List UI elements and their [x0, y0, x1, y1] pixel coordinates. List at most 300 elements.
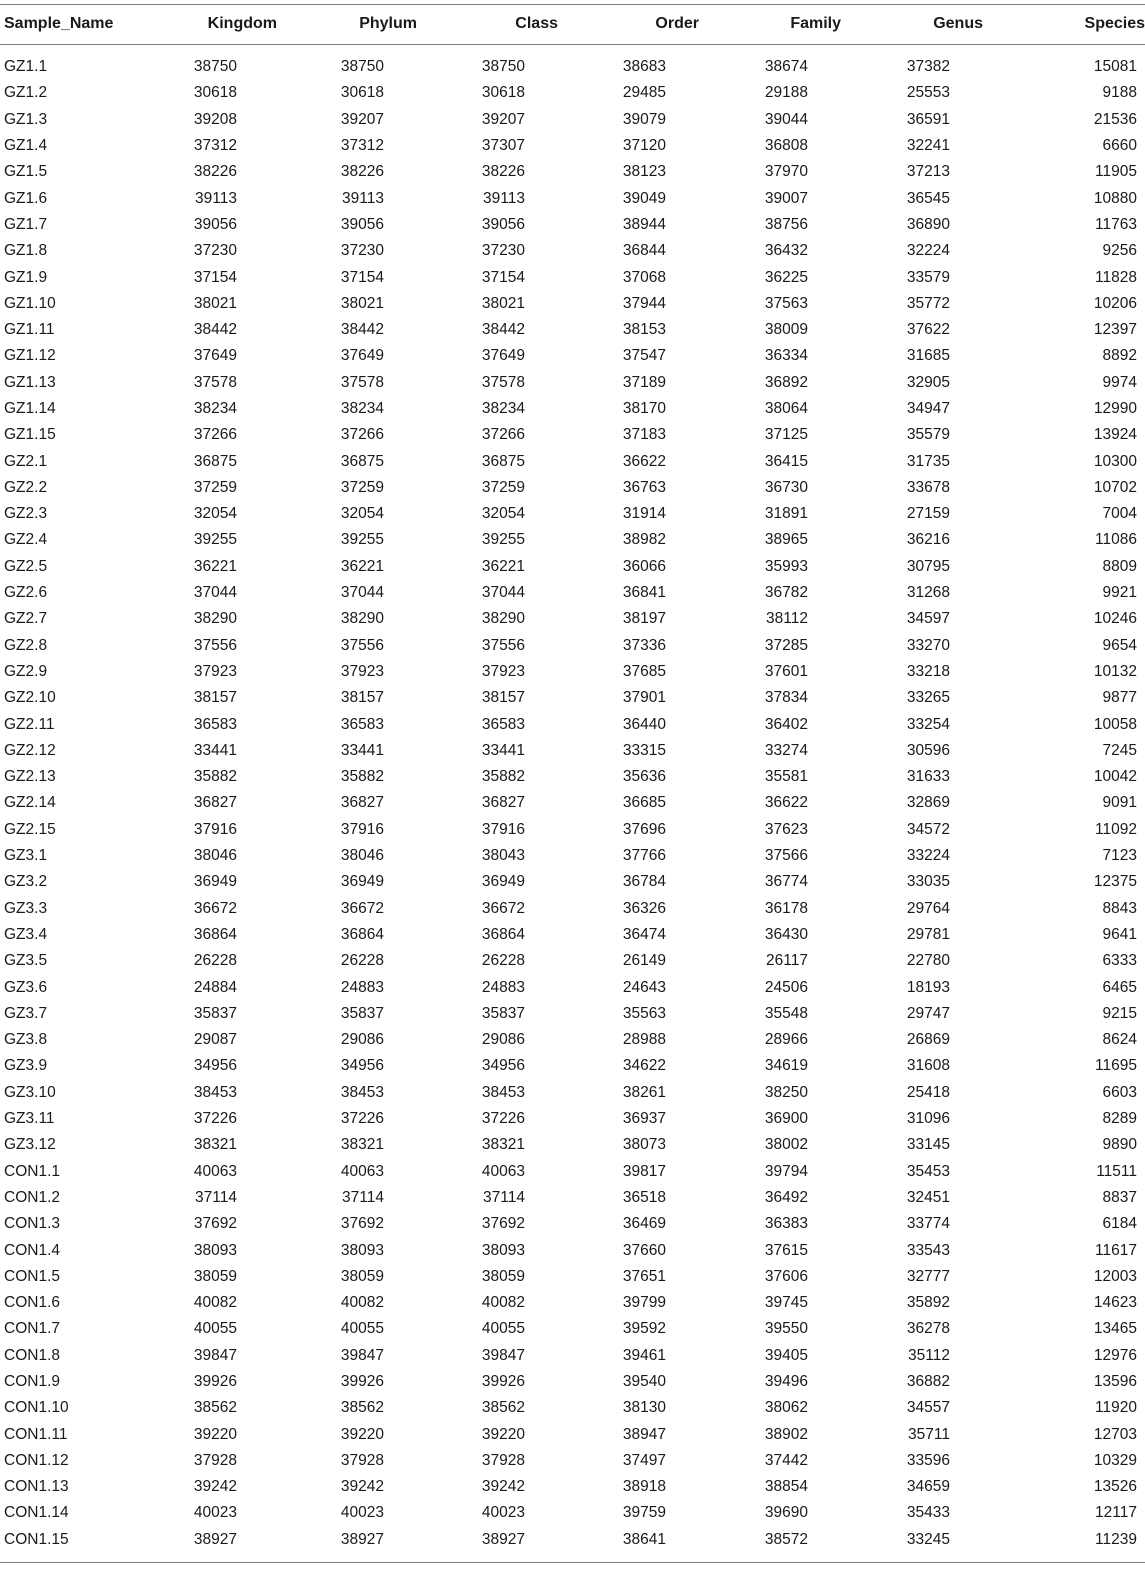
cell-species: 9890	[1102, 1136, 1137, 1154]
cell-class: 37556	[481, 636, 525, 654]
cell-kingdom: 38927	[193, 1530, 237, 1548]
cell-sample-name: GZ1.11	[4, 321, 55, 339]
cell-kingdom: 39255	[193, 531, 237, 549]
cell-sample-name: GZ2.9	[4, 662, 48, 680]
table-row	[0, 1474, 1145, 1500]
cell-species: 9091	[1102, 794, 1137, 812]
cell-phylum: 38021	[340, 294, 384, 312]
cell-sample-name: CON1.6	[4, 1294, 60, 1312]
cell-phylum: 40063	[340, 1162, 384, 1180]
cell-class: 38234	[481, 400, 525, 417]
cell-phylum: 36949	[340, 873, 384, 891]
cell-class: 29086	[481, 1031, 525, 1049]
cell-species: 10042	[1093, 768, 1137, 786]
cell-phylum: 26228	[340, 952, 384, 970]
cell-family: 36622	[764, 794, 808, 812]
cell-kingdom: 39208	[193, 110, 237, 128]
cell-family: 24506	[764, 978, 808, 996]
table-row	[0, 869, 1145, 895]
cell-class: 32054	[481, 505, 525, 523]
cell-kingdom: 36827	[193, 794, 237, 812]
cell-genus: 33678	[906, 478, 950, 496]
cell-order: 39799	[622, 1294, 666, 1312]
cell-family: 36334	[764, 347, 808, 365]
cell-order: 33315	[622, 741, 666, 759]
cell-sample-name: CON1.4	[4, 1241, 60, 1259]
table-row	[0, 317, 1145, 343]
cell-order: 38683	[622, 58, 666, 76]
cell-species: 9974	[1102, 373, 1137, 391]
cell-phylum: 37578	[340, 373, 384, 391]
cell-sample-name: GZ2.3	[4, 505, 48, 523]
cell-species: 6465	[1102, 978, 1137, 996]
cell-phylum: 36875	[340, 452, 384, 470]
table-row	[0, 1264, 1145, 1290]
table-row	[0, 1395, 1145, 1421]
cell-species: 6603	[1102, 1083, 1137, 1101]
cell-species: 8837	[1102, 1188, 1137, 1206]
cell-order: 37068	[622, 268, 666, 286]
cell-order: 38197	[622, 610, 666, 628]
cell-sample-name: GZ2.5	[4, 557, 48, 575]
table-row	[0, 1527, 1145, 1553]
table-row	[0, 1158, 1145, 1184]
cell-family: 39745	[764, 1294, 808, 1312]
cell-kingdom: 38059	[193, 1267, 237, 1285]
header-genus: Genus	[933, 15, 983, 32]
cell-order: 36841	[622, 584, 666, 602]
cell-species: 12397	[1093, 321, 1137, 339]
cell-kingdom: 36875	[193, 452, 237, 470]
cell-class: 37154	[481, 268, 525, 286]
table-row	[0, 554, 1145, 580]
cell-class: 36583	[481, 715, 525, 733]
table-row	[0, 606, 1145, 632]
cell-species: 10246	[1093, 610, 1137, 628]
cell-order: 37497	[622, 1451, 666, 1469]
cell-species: 9215	[1102, 1004, 1137, 1022]
cell-phylum: 37916	[340, 820, 384, 838]
cell-genus: 31608	[906, 1057, 950, 1075]
cell-class: 39113	[483, 189, 525, 207]
table-row	[0, 817, 1145, 843]
cell-kingdom: 29087	[193, 1031, 237, 1049]
cell-kingdom: 32054	[193, 505, 237, 523]
cell-genus: 36882	[906, 1372, 950, 1390]
cell-genus: 31633	[906, 768, 950, 786]
cell-sample-name: GZ3.3	[4, 899, 48, 917]
cell-genus: 29764	[906, 899, 950, 917]
cell-order: 38073	[622, 1136, 666, 1154]
cell-order: 38261	[622, 1083, 666, 1101]
cell-kingdom: 39242	[193, 1478, 237, 1496]
cell-class: 37226	[481, 1110, 525, 1128]
table-row	[0, 343, 1145, 369]
cell-order: 38947	[622, 1425, 666, 1443]
cell-phylum: 37312	[340, 137, 384, 155]
cell-class: 36875	[481, 452, 525, 470]
cell-order: 38918	[622, 1478, 666, 1496]
cell-family: 38250	[764, 1083, 808, 1101]
cell-family: 36730	[764, 478, 808, 496]
cell-phylum: 36827	[340, 794, 384, 812]
cell-family: 35993	[764, 557, 808, 575]
cell-family: 37970	[764, 163, 808, 181]
cell-phylum: 37259	[340, 478, 384, 496]
cell-species: 11920	[1095, 1399, 1137, 1417]
cell-class: 30618	[481, 84, 525, 102]
cell-class: 37259	[481, 478, 525, 496]
cell-sample-name: CON1.14	[4, 1504, 69, 1522]
cell-genus: 32869	[906, 794, 950, 812]
cell-kingdom: 38750	[193, 58, 237, 76]
cell-genus: 34557	[906, 1399, 950, 1417]
cell-family: 38854	[764, 1478, 808, 1496]
cell-species: 11086	[1095, 531, 1137, 549]
table-row	[0, 1316, 1145, 1342]
cell-family: 39007	[764, 189, 808, 207]
cell-kingdom: 40023	[193, 1504, 237, 1522]
cell-species: 11763	[1095, 215, 1137, 233]
cell-family: 38009	[764, 321, 808, 339]
cell-phylum: 37556	[340, 636, 384, 654]
cell-kingdom: 37556	[193, 636, 237, 654]
cell-order: 29485	[622, 84, 666, 102]
cell-phylum: 29086	[340, 1031, 384, 1049]
cell-order: 38170	[622, 400, 666, 417]
cell-kingdom: 38046	[193, 847, 237, 865]
cell-species: 21536	[1093, 110, 1137, 128]
cell-genus: 32224	[906, 242, 950, 260]
cell-order: 38130	[622, 1399, 666, 1417]
cell-order: 39049	[622, 189, 666, 207]
cell-genus: 29781	[906, 925, 950, 943]
cell-sample-name: GZ3.7	[4, 1004, 48, 1022]
cell-genus: 29747	[906, 1004, 950, 1022]
cell-order: 36440	[622, 715, 666, 733]
cell-genus: 31735	[906, 452, 950, 470]
cell-kingdom: 37916	[193, 820, 237, 838]
cell-family: 38572	[764, 1530, 808, 1548]
cell-phylum: 30618	[340, 84, 384, 102]
cell-phylum: 39207	[340, 110, 384, 128]
cell-genus: 33579	[906, 268, 950, 286]
cell-phylum: 36864	[340, 925, 384, 943]
cell-class: 38059	[481, 1267, 525, 1285]
cell-sample-name: GZ3.8	[4, 1031, 48, 1049]
cell-class: 35882	[481, 768, 525, 786]
cell-kingdom: 24884	[193, 978, 237, 996]
cell-phylum: 37649	[340, 347, 384, 365]
cell-sample-name: CON1.8	[4, 1346, 60, 1364]
cell-species: 11617	[1095, 1241, 1137, 1259]
cell-kingdom: 37114	[195, 1188, 237, 1206]
cell-order: 36844	[622, 242, 666, 260]
table-row	[0, 974, 1145, 1000]
cell-genus: 35772	[906, 294, 950, 312]
cell-phylum: 39113	[342, 189, 384, 207]
cell-kingdom: 38290	[193, 610, 237, 628]
cell-kingdom: 39056	[193, 215, 237, 233]
cell-order: 39540	[622, 1372, 666, 1390]
cell-kingdom: 38226	[193, 163, 237, 181]
table-row	[0, 1500, 1145, 1526]
cell-species: 13526	[1093, 1478, 1137, 1496]
cell-phylum: 38453	[340, 1083, 384, 1101]
cell-order: 37766	[622, 847, 666, 865]
cell-sample-name: GZ1.2	[4, 84, 48, 102]
cell-kingdom: 40055	[193, 1320, 237, 1338]
cell-kingdom: 30618	[193, 84, 237, 102]
cell-sample-name: GZ1.7	[4, 215, 48, 233]
cell-species: 11828	[1095, 268, 1137, 286]
cell-sample-name: GZ1.10	[4, 294, 56, 312]
cell-order: 37944	[622, 294, 666, 312]
cell-phylum: 36583	[340, 715, 384, 733]
cell-order: 36685	[622, 794, 666, 812]
cell-sample-name: CON1.7	[4, 1320, 60, 1338]
cell-phylum: 37044	[340, 584, 384, 602]
cell-phylum: 37692	[340, 1215, 384, 1233]
cell-species: 8892	[1102, 347, 1137, 365]
cell-order: 34622	[622, 1057, 666, 1075]
cell-genus: 36591	[906, 110, 950, 128]
cell-species: 12117	[1095, 1504, 1137, 1522]
cell-kingdom: 37312	[193, 137, 237, 155]
table-row	[0, 527, 1145, 553]
cell-phylum: 34956	[340, 1057, 384, 1075]
cell-class: 39242	[481, 1478, 525, 1496]
cell-class: 39926	[481, 1372, 525, 1390]
cell-species: 10132	[1093, 662, 1137, 680]
cell-sample-name: CON1.1	[4, 1162, 60, 1180]
table-row	[0, 1185, 1145, 1211]
table-row	[0, 1080, 1145, 1106]
table-row	[0, 1211, 1145, 1237]
cell-phylum: 32054	[340, 505, 384, 523]
cell-genus: 34572	[906, 820, 950, 838]
cell-sample-name: CON1.11	[4, 1425, 68, 1443]
table-row	[0, 370, 1145, 396]
cell-species: 11905	[1095, 163, 1137, 181]
table-row	[0, 1001, 1145, 1027]
cell-order: 39817	[622, 1162, 666, 1180]
cell-order: 36066	[622, 557, 666, 575]
cell-species: 9641	[1102, 925, 1137, 943]
cell-phylum: 38059	[340, 1267, 384, 1285]
cell-family: 38112	[766, 610, 808, 628]
cell-family: 36774	[764, 873, 808, 891]
table-row	[0, 1290, 1145, 1316]
cell-genus: 33035	[906, 873, 950, 891]
cell-class: 36949	[481, 873, 525, 891]
cell-class: 39207	[481, 110, 525, 128]
table-row	[0, 238, 1145, 264]
cell-class: 38321	[481, 1136, 525, 1154]
cell-phylum: 33441	[340, 741, 384, 759]
cell-species: 8843	[1102, 899, 1137, 917]
cell-order: 35636	[622, 768, 666, 786]
cell-class: 37928	[481, 1451, 525, 1469]
cell-order: 39592	[622, 1320, 666, 1338]
cell-species: 13596	[1093, 1372, 1137, 1390]
header-sample-name: Sample_Name	[4, 15, 114, 32]
cell-family: 37285	[764, 636, 808, 654]
cell-class: 38226	[481, 163, 525, 181]
cell-order: 37660	[622, 1241, 666, 1259]
cell-phylum: 38321	[340, 1136, 384, 1154]
cell-genus: 36216	[906, 531, 950, 549]
cell-genus: 35579	[906, 426, 950, 444]
cell-kingdom: 39847	[193, 1346, 237, 1364]
cell-genus: 32777	[906, 1267, 950, 1285]
cell-genus: 32451	[906, 1188, 950, 1206]
cell-phylum: 36672	[340, 899, 384, 917]
cell-phylum: 37923	[340, 662, 384, 680]
cell-species: 8809	[1102, 557, 1137, 575]
cell-class: 40023	[481, 1504, 525, 1522]
cell-species: 6660	[1102, 137, 1137, 155]
cell-class: 38442	[481, 321, 525, 339]
table-row	[0, 843, 1145, 869]
cell-class: 36827	[481, 794, 525, 812]
cell-phylum: 37154	[340, 268, 384, 286]
table-header	[0, 4, 1145, 44]
cell-class: 37916	[481, 820, 525, 838]
cell-phylum: 38157	[340, 689, 384, 707]
cell-phylum: 24883	[340, 978, 384, 996]
cell-genus: 22780	[906, 952, 950, 970]
cell-kingdom: 36672	[193, 899, 237, 917]
cell-sample-name: GZ1.8	[4, 242, 48, 260]
cell-genus: 31685	[906, 347, 950, 365]
cell-species: 10058	[1093, 715, 1137, 733]
cell-sample-name: GZ2.14	[4, 794, 56, 812]
cell-order: 36622	[622, 452, 666, 470]
cell-class: 37266	[481, 426, 525, 444]
cell-kingdom: 37044	[193, 584, 237, 602]
table-row	[0, 790, 1145, 816]
cell-genus: 37382	[906, 58, 950, 76]
cell-family: 38674	[764, 58, 808, 76]
cell-phylum: 39220	[340, 1425, 384, 1443]
table-row	[0, 501, 1145, 527]
cell-class: 37114	[483, 1188, 525, 1206]
table-row	[0, 1237, 1145, 1263]
cell-family: 37442	[764, 1451, 808, 1469]
cell-class: 37649	[481, 347, 525, 365]
cell-family: 39496	[764, 1372, 808, 1390]
cell-family: 36430	[764, 925, 808, 943]
cell-order: 37685	[622, 662, 666, 680]
cell-order: 37189	[622, 373, 666, 391]
cell-kingdom: 38157	[193, 689, 237, 707]
cell-order: 26149	[622, 952, 666, 970]
cell-order: 36784	[622, 873, 666, 891]
cell-class: 39255	[481, 531, 525, 549]
cell-family: 34619	[764, 1057, 808, 1075]
cell-kingdom: 35882	[193, 768, 237, 786]
header-order: Order	[655, 15, 699, 32]
cell-family: 36492	[764, 1188, 808, 1206]
cell-genus: 33543	[906, 1241, 950, 1259]
cell-sample-name: GZ3.1	[4, 847, 48, 865]
cell-kingdom: 36221	[193, 557, 237, 575]
cell-family: 35548	[764, 1004, 808, 1022]
cell-genus: 27159	[906, 505, 950, 523]
cell-genus: 33218	[906, 662, 950, 680]
cell-kingdom: 37226	[193, 1110, 237, 1128]
cell-species: 9654	[1102, 636, 1137, 654]
cell-family: 26117	[766, 952, 808, 970]
table-row	[0, 1448, 1145, 1474]
cell-family: 37601	[764, 662, 808, 680]
cell-genus: 33224	[906, 847, 950, 865]
cell-phylum: 40023	[340, 1504, 384, 1522]
cell-family: 36178	[764, 899, 808, 917]
cell-class: 36864	[481, 925, 525, 943]
cell-sample-name: GZ3.6	[4, 978, 48, 996]
cell-family: 37563	[764, 294, 808, 312]
cell-class: 40082	[481, 1294, 525, 1312]
cell-sample-name: GZ1.14	[4, 400, 56, 417]
cell-species: 10702	[1093, 478, 1137, 496]
table-row	[0, 764, 1145, 790]
cell-genus: 30795	[906, 557, 950, 575]
cell-kingdom: 37230	[193, 242, 237, 260]
cell-sample-name: GZ1.9	[4, 268, 48, 286]
cell-sample-name: GZ2.13	[4, 768, 56, 786]
cell-species: 15081	[1093, 58, 1137, 76]
table-row	[0, 107, 1145, 133]
cell-sample-name: GZ2.8	[4, 636, 48, 654]
cell-class: 37578	[481, 373, 525, 391]
cell-species: 10880	[1093, 189, 1137, 207]
cell-kingdom: 37266	[193, 426, 237, 444]
cell-phylum: 37230	[340, 242, 384, 260]
cell-family: 36900	[764, 1110, 808, 1128]
cell-order: 35563	[622, 1004, 666, 1022]
cell-sample-name: CON1.3	[4, 1215, 60, 1233]
cell-species: 8624	[1102, 1031, 1137, 1049]
cell-kingdom: 38021	[193, 294, 237, 312]
cell-order: 37336	[622, 636, 666, 654]
cell-sample-name: GZ2.11	[4, 715, 55, 733]
cell-genus: 33245	[906, 1530, 950, 1548]
cell-kingdom: 37578	[193, 373, 237, 391]
cell-class: 38290	[481, 610, 525, 628]
cell-family: 36383	[764, 1215, 808, 1233]
cell-class: 39220	[481, 1425, 525, 1443]
cell-sample-name: GZ2.4	[4, 531, 48, 549]
cell-kingdom: 36864	[193, 925, 237, 943]
cell-species: 12703	[1093, 1425, 1137, 1443]
cell-genus: 25553	[906, 84, 950, 102]
table-row	[0, 633, 1145, 659]
cell-class: 38157	[481, 689, 525, 707]
cell-class: 38750	[481, 58, 525, 76]
cell-kingdom: 38321	[193, 1136, 237, 1154]
cell-species: 9188	[1102, 84, 1137, 102]
cell-family: 39044	[764, 110, 808, 128]
cell-order: 24643	[622, 978, 666, 996]
cell-species: 12976	[1093, 1346, 1137, 1364]
table-row	[0, 133, 1145, 159]
cell-class: 37923	[481, 662, 525, 680]
cell-species: 12990	[1093, 400, 1137, 417]
cell-class: 38043	[481, 847, 525, 865]
table-row	[0, 711, 1145, 737]
